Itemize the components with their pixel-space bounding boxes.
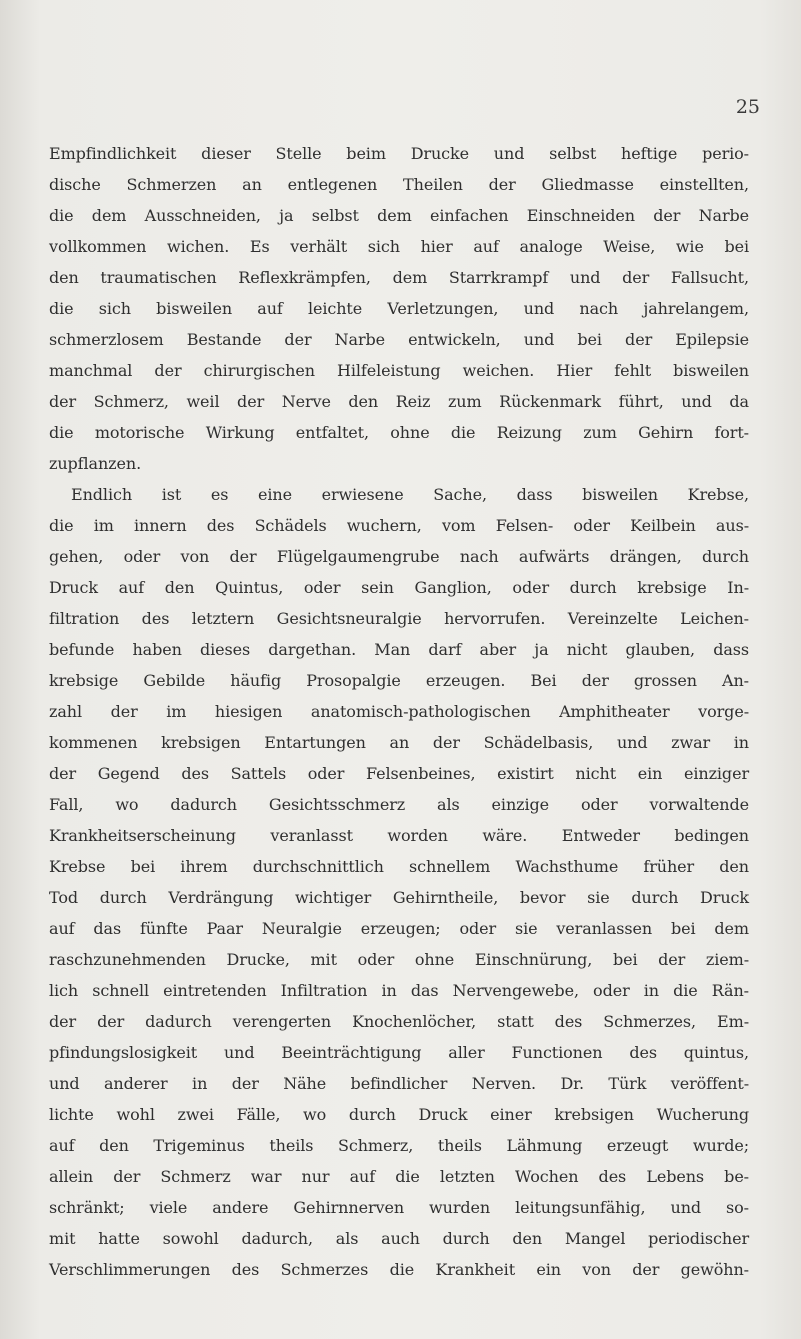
text-line: mit hatte sowohl dadurch, als auch durch den Mangel periodischer <box>49 1229 749 1248</box>
text-line: und anderer in der Nähe befindlicher Nerven. Dr. Türk veröffent- <box>49 1074 749 1093</box>
text-line: vollkommen wichen. Es verhält sich hier auf analoge Weise, wie bei <box>49 237 749 256</box>
text-line: Empfindlichkeit dieser Stelle beim Drucke und selbst heftige perio- <box>49 144 749 163</box>
text-line: lichte wohl zwei Fälle, wo durch Druck einer krebsigen Wucherung <box>49 1105 749 1124</box>
text-line: schränkt; viele andere Gehirnnerven wurden leitungsunfähig, und so- <box>49 1198 749 1217</box>
text-line: Tod durch Verdrängung wichtiger Gehirntheile, bevor sie durch Druck <box>49 888 749 907</box>
text-line: filtration des letztern Gesichtsneuralgie hervorrufen. Vereinzelte Leichen- <box>49 609 749 628</box>
text-line: die im innern des Schädels wuchern, vom Felsen- oder Keilbein aus- <box>49 516 749 535</box>
text-line: Krebse bei ihrem durchschnittlich schnellem Wachsthume früher den <box>49 857 749 876</box>
text-line: Endlich ist es eine erwiesene Sache, dass bisweilen Krebse, <box>71 485 749 504</box>
text-line: manchmal der chirurgischen Hilfeleistung weichen. Hier fehlt bisweilen <box>49 361 749 380</box>
text-line: Verschlimmerungen des Schmerzes die Krankheit ein von der gewöhn- <box>49 1260 749 1279</box>
text-line: Druck auf den Quintus, oder sein Ganglion, oder durch krebsige In- <box>49 578 749 597</box>
text-line: befunde haben dieses dargethan. Man darf aber ja nicht glauben, dass <box>49 640 749 659</box>
text-line: Krankheitserscheinung veranlasst worden wäre. Entweder bedingen <box>49 826 749 845</box>
text-line: die dem Ausschneiden, ja selbst dem einfachen Einschneiden der Narbe <box>49 206 749 225</box>
text-line: Fall, wo dadurch Gesichtsschmerz als einzige oder vorwaltende <box>49 795 749 814</box>
body-text <box>49 138 749 1285</box>
text-line: der der dadurch verengerten Knochenlöcher, statt des Schmerzes, Em- <box>49 1012 749 1031</box>
text-line: raschzunehmenden Drucke, mit oder ohne Einschnürung, bei der ziem- <box>49 950 749 969</box>
text-line: pfindungslosigkeit und Beeinträchtigung aller Functionen des quintus, <box>49 1043 749 1062</box>
text-line: zupflanzen. <box>49 454 142 473</box>
text-line: der Schmerz, weil der Nerve den Reiz zum Rückenmark führt, und da <box>49 392 749 411</box>
text-line: die motorische Wirkung entfaltet, ohne die Reizung zum Gehirn fort- <box>49 423 749 442</box>
text-line: den traumatischen Reflexkrämpfen, dem Starrkrampf und der Fallsucht, <box>49 268 749 287</box>
text-line: auf den Trigeminus theils Schmerz, theils Lähmung erzeugt wurde; <box>49 1136 749 1155</box>
text-line: krebsige Gebilde häufig Prosopalgie erzeugen. Bei der grossen An- <box>49 671 749 690</box>
text-line: gehen, oder von der Flügelgaumengrube nach aufwärts drängen, durch <box>49 547 749 566</box>
text-line: dische Schmerzen an entlegenen Theilen der Gliedmasse einstellten, <box>49 175 749 194</box>
text-line: der Gegend des Sattels oder Felsenbeines, existirt nicht ein einziger <box>49 764 749 783</box>
page-number: 25 <box>735 96 760 118</box>
text-line: auf das fünfte Paar Neuralgie erzeugen; oder sie veranlassen bei dem <box>49 919 749 938</box>
text-line: die sich bisweilen auf leichte Verletzungen, und nach jahrelangem, <box>49 299 749 318</box>
text-line: kommenen krebsigen Entartungen an der Schädelbasis, und zwar in <box>49 733 749 752</box>
text-line: schmerzlosem Bestande der Narbe entwickeln, und bei der Epilepsie <box>49 330 749 349</box>
text-line: zahl der im hiesigen anatomisch-pathologischen Amphitheater vorge- <box>49 702 749 721</box>
text-line: lich schnell eintretenden Infiltration in das Nervengewebe, oder in die Rän- <box>49 981 749 1000</box>
text-line: allein der Schmerz war nur auf die letzten Wochen des Lebens be- <box>49 1167 749 1186</box>
